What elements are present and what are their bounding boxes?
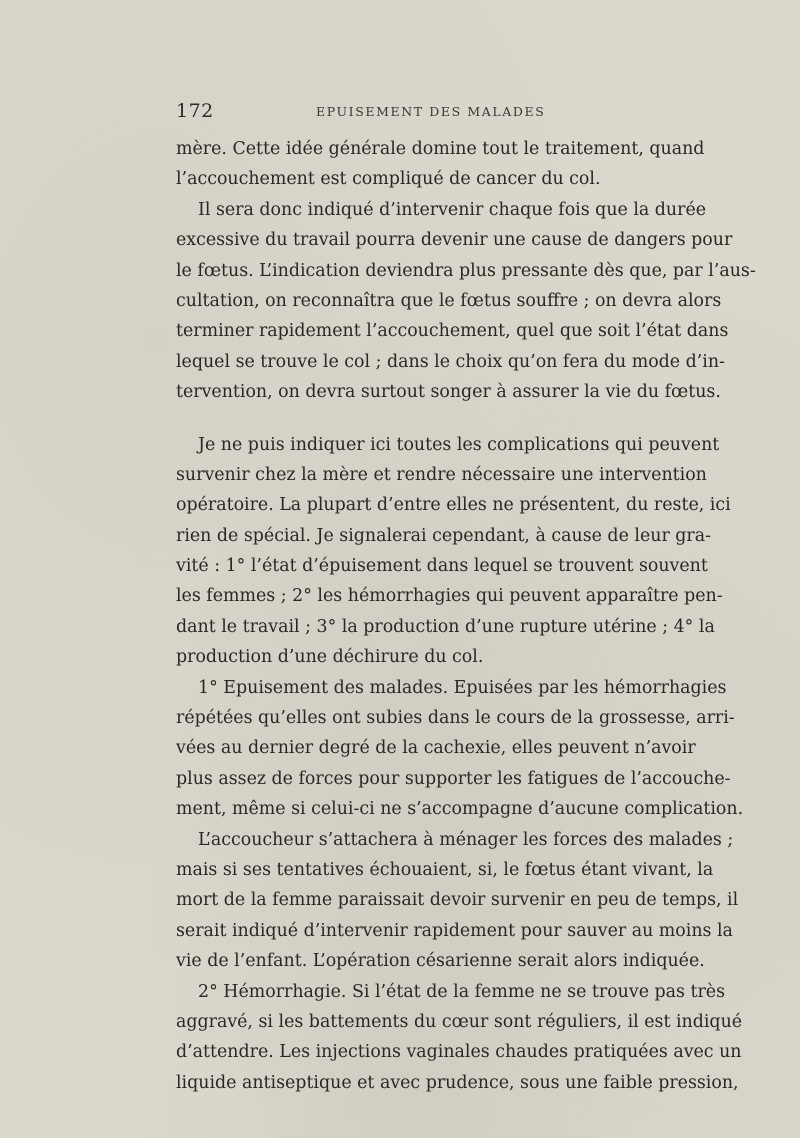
text-line: le fœtus. L’indication deviendra plus pressante dès que, par l’aus- (176, 260, 756, 281)
paragraph-complications (176, 430, 731, 673)
paragraph-hemorrhagie (176, 977, 743, 1099)
text-line: cultation, on reconnaîtra que le fœtus souffre ; on devra alors (176, 290, 722, 311)
running-head: EPUISEMENT DES MALADES (316, 104, 546, 119)
text-line: mais si ses tentatives échouaient, si, le fœtus étant vivant, la (176, 859, 714, 880)
text-line: l’accouchement est compliqué de cancer du col. (176, 169, 601, 190)
text-line: excessive du travail pourra devenir une cause de dangers pour (176, 230, 733, 251)
paragraph-continuation (176, 134, 705, 195)
text-line: ment, même si celui-ci ne s’accompagne d’aucune complication. (176, 799, 744, 820)
text-line: serait indiqué d’intervenir rapidement pour sauver au moins la (176, 920, 733, 941)
page-number: 172 (176, 100, 214, 122)
text-line: Il sera donc indiqué d’intervenir chaque fois que la durée (198, 199, 707, 220)
page-header (176, 100, 666, 122)
text-line: aggravé, si les battements du cœur sont réguliers, il est indiqué (176, 1011, 743, 1032)
text-line: vie de l’enfant. L’opération césarienne serait alors indiquée. (176, 951, 705, 972)
text-line: tervention, on devra surtout songer à assurer la vie du fœtus. (176, 382, 721, 403)
text-line: L’accoucheur s’attachera à ménager les forces des malades ; (198, 829, 734, 850)
text-line: 1° Epuisement des malades. Epuisées par les hémorrhagies (198, 677, 727, 698)
text-line: mort de la femme paraissait devoir survenir en peu de temps, il (176, 890, 739, 911)
text-line: 2° Hémorrhagie. Si l’état de la femme ne se trouve pas très (198, 981, 725, 1002)
text-line: répétées qu’elles ont subies dans le cours de la grossesse, arri- (176, 708, 735, 729)
text-line: opératoire. La plupart d’entre elles ne présentent, du reste, ici (176, 495, 731, 516)
text-line: vées au dernier degré de la cachexie, elles peuvent n’avoir (176, 738, 696, 759)
paragraph-indication (176, 195, 756, 408)
text-line: Je ne puis indiquer ici toutes les complications qui peuvent (198, 434, 720, 455)
text-line: d’attendre. Les injections vaginales chaudes pratiquées avec un (176, 1042, 742, 1063)
text-line: mère. Cette idée générale domine tout le traitement, quand (176, 139, 705, 159)
text-line: terminer rapidement l’accouchement, quel que soit l’état dans (176, 321, 729, 342)
text-line: dant le travail ; 3° la production d’une rupture utérine ; 4° la (176, 616, 715, 637)
text-line: plus assez de forces pour supporter les fatigues de l’accouche- (176, 768, 731, 789)
paragraph-epuisement (176, 673, 744, 825)
text-line: les femmes ; 2° les hémorrhagies qui peuvent apparaître pen- (176, 586, 723, 607)
text-line: survenir chez la mère et rendre nécessaire une intervention (176, 464, 707, 485)
text-line: production d’une déchirure du col. (176, 647, 484, 668)
paragraph-accoucheur (176, 825, 739, 977)
text-line: rien de spécial. Je signalerai cependant, à cause de leur gra- (176, 525, 711, 546)
text-line: lequel se trouve le col ; dans le choix qu’on fera du mode d’in- (176, 351, 725, 372)
paragraph-gap (176, 408, 656, 430)
text-line: vité : 1° l’état d’épuisement dans lequel se trouvent souvent (176, 556, 708, 577)
text-line: liquide antiseptique et avec prudence, sous une faible pression, (176, 1072, 739, 1093)
body-text (176, 134, 756, 1098)
